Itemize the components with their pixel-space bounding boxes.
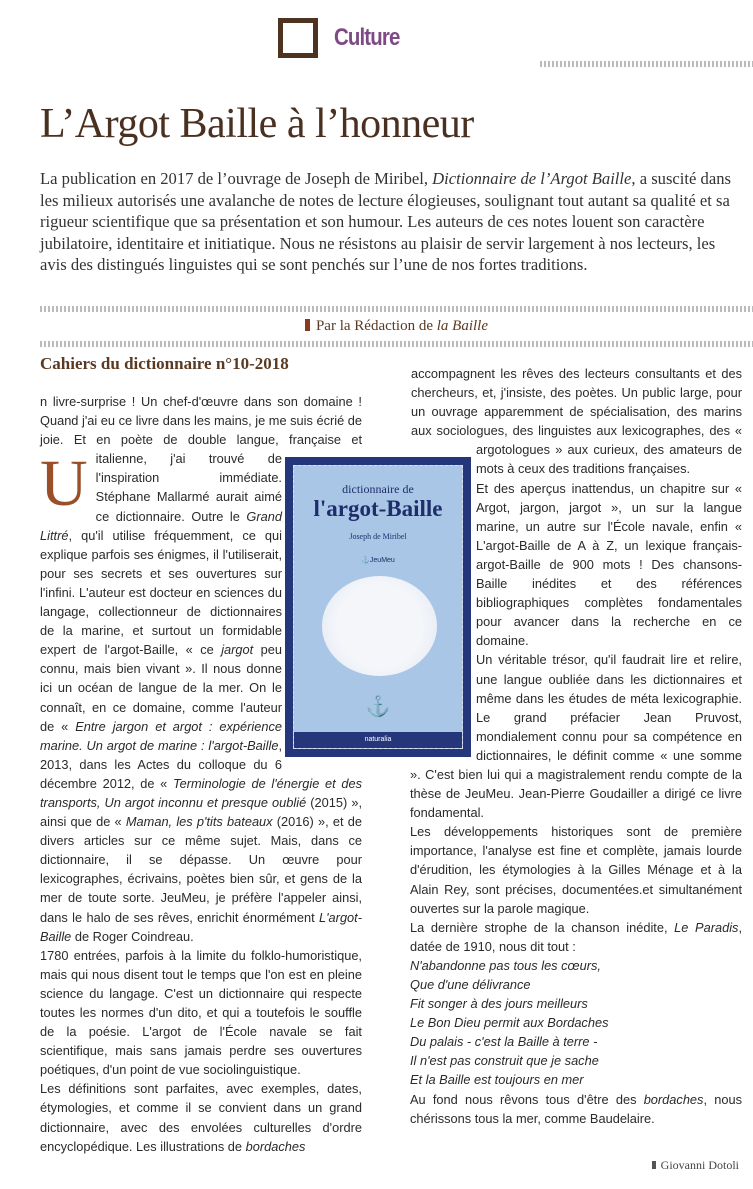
- anchor-icon: ⚓: [365, 696, 391, 718]
- italic-text: L'argot-Baille: [40, 909, 362, 944]
- square-box-icon: [278, 18, 318, 58]
- byline-journal: la Baille: [436, 318, 489, 334]
- text-run: Au fond nous rêvons tous d'être des: [410, 1091, 644, 1107]
- intro-paragraph: [40, 168, 745, 276]
- text-run: Les définitions sont parfaites, avec exemples, dates, étymologies, et comme il se convient dans un grand dictionnaire, avec des envolées culturelles d'ordre encyclopédique. Les illustrations de: [40, 1081, 362, 1154]
- text-run: , 2013, dans les Actes du colloque du 6 décembre 2012, de «: [40, 737, 282, 791]
- text-run: de Roger Coindreau.: [71, 928, 194, 944]
- signature-name: Giovanni Dotoli: [660, 1158, 739, 1172]
- poem-line: Fit songer à des jours meilleurs: [410, 996, 588, 1012]
- text-run: La dernière strophe de la chanson inédite,: [410, 919, 675, 935]
- paragraph: [40, 946, 362, 1080]
- italic-text: bordaches: [643, 1091, 704, 1107]
- poem-line: Et la Baille est toujours en mer: [410, 1072, 584, 1088]
- section-label: Culture: [334, 24, 400, 51]
- article-title: L’Argot Baille à l’honneur: [40, 101, 474, 147]
- italic-text: Grand Littré: [40, 508, 282, 543]
- divider: [540, 61, 753, 67]
- byline-prefix: Par la Rédaction de: [315, 318, 437, 334]
- poem-line: Que d'une délivrance: [410, 977, 531, 992]
- text-run: , datée de 1910, nous dit tout :: [410, 919, 742, 954]
- italic-text: Maman, les p'tits bateaux: [125, 814, 273, 830]
- cover-line: dictionnaire de: [342, 482, 414, 496]
- poem-line: Le Bon Dieu permit aux Bordaches: [410, 1015, 609, 1031]
- byline-marker: [305, 319, 310, 331]
- text-run: , a suscité dans les milieux autorisés une avalanche de notes de lecture élogieuses, soulignant tout autant sa qualité et sa rigueur scientifique que sa présentation et son humour. Les auteurs de ces notes louent son caractère jubilatoire, identitaire et initiatique. Nous ne résistons au plaisir de servir largement à nos lecteurs, les avis des distingués linguistes qui se sont penchés sur l’une de nos fortes traditions.: [40, 169, 731, 274]
- paragraph: [410, 822, 742, 917]
- italic-text: jargot: [221, 642, 254, 658]
- right-column: [313, 364, 742, 1128]
- text-run: (2015) », ainsi que de «: [40, 794, 362, 830]
- book-cover-image: [285, 457, 471, 757]
- text-run: , nous chérissons tous la mer, comme Baudelaire.: [410, 1091, 742, 1126]
- poem-line: N'abandonne pas tous les cœurs,: [410, 957, 601, 973]
- text-run: peu connu, mais bien vivant ». Il nous donne ici un océan de langue de la mer. On le connaît, en ce domaine, comme l'auteur de «: [40, 642, 282, 734]
- italic-text: bordaches: [245, 1138, 306, 1154]
- signature-marker: [652, 1161, 656, 1169]
- paragraph: [410, 918, 742, 956]
- text-run: n livre-surprise ! Un chef-d'œuvre dans son domaine ! Quand j'ai eu ce livre dans les mains, je me suis écrié de joie. Et en poète de double langue, française et italienne, j'ai trouvé de l'inspiration immédiate. Stéphane Mallarmé aurait aimé ce dictionnaire. Outre le: [40, 394, 362, 524]
- section-header: [278, 18, 411, 58]
- text-run: (2016) », et de divers articles sur ce même sujet. Mais, dans ce dictionnaire, il se dépasse. Un œuvre pour lexicographes, écrivains, poètes bien sûr, et gens de la mer de toute sorte. JeuMeu, je préfère l'appeler ainsi, dans le halo de ses rêves, enrichit énormément: [40, 814, 363, 925]
- text-run: Un véritable trésor, qu'il faudrait lire et relire, une langue oubliée dans les dictionnaires et même dans les études de méta lexicographie. Le grand préfacier Jean Pruvost, mondialement connu pour sa compétence en dictionnaires, le définit comme « une somme ». C'est bien lui qui a magistralement rendu compte de la thèse de JeuMeu. Jean-Pierre Goudailler a dirigé ce livre fondamental.: [410, 652, 742, 821]
- closing-paragraph: [410, 1090, 742, 1128]
- divider: [40, 341, 753, 347]
- cover-title: l'argot-Baille: [313, 496, 443, 521]
- divider: [40, 306, 753, 312]
- text-run: accompagnent les rêves des lecteurs consultants et des chercheurs, et, j'insiste, des poètes. Un public large, pour un ouvrage apparemment de spécialisation, des marins aux sociologues, des linguistes aux lexicographes, des « argotologues » aux curieux, des amateurs de mots à ceux des traditions françaises.: [411, 366, 742, 477]
- text-run: Et des aperçus inattendus, un chapitre sur « Argot, jargon, jargot », un sur la langue marine, un autre sur l'École navale, enfin « L'argot-Baille de A à Z, un lexique français-argot-Baille de 900 mots ! Des chansons-Baille inédites et des références bibliographiques complètes fondamentales pour avancer dans la recherche en ce domaine.: [476, 480, 742, 649]
- text-run: La publication en 2017 de l’ouvrage de Joseph de Miribel,: [40, 169, 433, 188]
- cover-imprint: ⚓JeuMeu: [361, 557, 395, 564]
- cover-author: Joseph de Miribel: [349, 532, 407, 541]
- byline: [0, 318, 753, 335]
- section-subheading: Cahiers du dictionnaire n°10-2018: [40, 354, 289, 373]
- text-run: 1780 entrées, parfois à la limite du folklo-humoristique, mais qui nous disent tout le temps que l'on est en pleine science du langage. C'est un dictionnaire qui respecte toutes les normes d'un dito, et qui a toutefois le souffle de la poésie. L'argot de l'École navale se fait scientifique, mais sans jamais perdre ses ouvertures poétiques, d'un point de vue sociolinguistique.: [40, 947, 362, 1078]
- sailors-illustration: [322, 576, 437, 676]
- italic-text: Dictionnaire de l’Argot Baille: [432, 169, 632, 188]
- poem-line: Du palais - c'est la Baille à terre -: [410, 1034, 598, 1050]
- italic-text: Le Paradis: [674, 919, 739, 935]
- text-run: Les développements historiques sont de première importance, l'analyse est fine et complète, jamais lourde d'érudition, les étymologies à la Gilles Ménage et à la Alain Rey, sont précises, documentées.et simultanément ouvertes sur la parole magique.: [410, 824, 742, 916]
- italic-text: Terminologie de l'énergie et des transports, Un argot inconnu et presque oublié: [40, 775, 362, 810]
- text-run: , qu'il utilise fréquemment, ce qui explique parfois ses énigmes, il l'utiliserait, pour ses secrets et ses ouvertures sur l'infini. L'auteur est docteur en sciences du langage, collectionneur de dictionnaires de la marine, et surtout un formidable expert de l'argot-Baille, « ce: [40, 527, 282, 658]
- author-signature: [652, 1158, 739, 1173]
- drop-cap: U: [40, 447, 88, 520]
- cover-publisher: naturalia: [294, 732, 462, 748]
- paragraph: [40, 1079, 362, 1155]
- poem-line: Il n'est pas construit que je sache: [410, 1053, 599, 1069]
- italic-text: Entre jargon et argot : expérience marine. Un argot de marine : l'argot-Baille: [40, 718, 282, 753]
